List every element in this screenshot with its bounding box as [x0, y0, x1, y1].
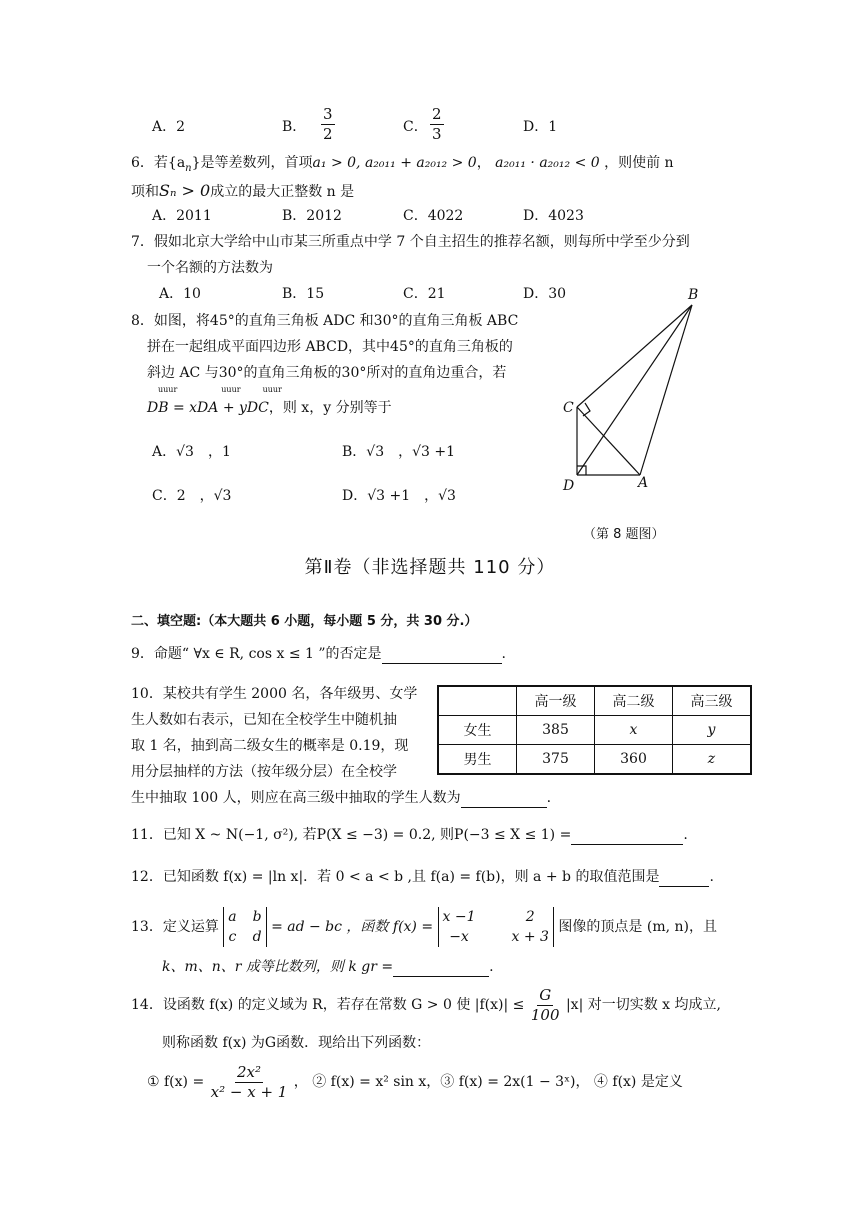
- q8-option-b: B．√3 ，√3 +1: [342, 444, 456, 460]
- q8-equation: DB = xDA + yDC，则 x，y 分别等于: [147, 400, 392, 416]
- q5-option-c-fraction: $\frac{2}{3}$: [432, 105, 442, 143]
- q11-line: 11．已知 X ~ N(−1, σ²), 若P(X ≤ −3) = 0.2, 则P(−3 ≤ X ≤ 1) = .: [131, 827, 688, 843]
- q6-option-d: D．4023: [523, 208, 584, 224]
- q12-line: 12．已知函数 f(x) = |ln x|．若 0 < a < b ,且 f(a) = f(b)，则 a + b 的取值范围是 .: [131, 869, 714, 885]
- table-cell: y: [673, 716, 752, 745]
- q7-line2: 一个名额的方法数为: [147, 260, 273, 276]
- label-d: D: [563, 478, 575, 494]
- q8-line1: 8．如图，将45°的直角三角板 ADC 和30°的直角三角板 ABC: [131, 313, 519, 329]
- q10-line3: 取 1 名，抽到高二级女生的概率是 0.19，现: [131, 738, 409, 754]
- table-row: [438, 745, 751, 775]
- table-cell: z: [673, 745, 752, 775]
- q7-option-c: C．21: [403, 286, 446, 302]
- q5-option-b: B．: [282, 119, 307, 135]
- table-header-cell: 高三级: [673, 686, 752, 716]
- q6-option-a: A．2011: [152, 208, 212, 224]
- q7-option-b: B．15: [282, 286, 325, 302]
- figure-caption: （第 8 题图）: [583, 527, 665, 542]
- table-row: [438, 686, 751, 716]
- q5-option-a: A．2: [152, 119, 186, 135]
- q14-line1: 14．设函数 f(x) 的定义域为 R，若存在常数 G > 0 使 |f(x)| ≤ $\frac{G}{100}$ |x| 对一切实数 x 均成立,: [131, 985, 721, 1024]
- q5-option-c: C．: [403, 119, 428, 135]
- table-cell: 男生: [438, 745, 517, 775]
- table-cell: 385: [517, 716, 595, 745]
- determinant-function: x −1 2 −x x + 3: [438, 907, 554, 947]
- q8-vector-marks: uuur uuur uuur: [158, 385, 282, 394]
- section-header: 二、填空题:（本大题共 6 小题，每小题 5 分，共 30 分.）: [131, 614, 478, 629]
- q5-option-b-fraction: $\frac{3}{2}$: [323, 105, 333, 143]
- q13-answer-blank[interactable]: [393, 960, 489, 977]
- diagonal-db: [577, 305, 692, 475]
- q10-answer-blank[interactable]: [461, 791, 547, 808]
- q13-line1: 13．定义运算 a b c d = ad − bc ，函数 f(x) = x −1 2 −x x + 3 图像的顶点是 (m, n)，且: [131, 909, 717, 945]
- edge-cb: [577, 305, 692, 407]
- q8-option-a: A．√3 ，1: [152, 444, 231, 460]
- q10-line5: 生中抽取 100 人，则应在高三级中抽取的学生人数为 .: [131, 790, 552, 806]
- determinant-definition: a b c d: [223, 907, 266, 947]
- grade-table: [437, 685, 752, 775]
- table-header-cell: [438, 686, 517, 716]
- table-row: [438, 716, 751, 745]
- table-cell: 360: [595, 745, 673, 775]
- section-title: 第Ⅱ卷（非选择题共 110 分）: [304, 557, 556, 578]
- q10-line4: 用分层抽样的方法（按年级分层）在全校学: [131, 764, 397, 780]
- q8-option-d: D．√3 +1 ，√3: [342, 488, 456, 504]
- q7-option-a: A．10: [159, 286, 201, 302]
- table-header-cell: 高一级: [517, 686, 595, 716]
- q8-option-c: C．2 ，√3: [152, 488, 232, 504]
- label-b: B: [688, 287, 699, 303]
- q14-line2: 则称函数 f(x) 为G函数．现给出下列函数：: [162, 1035, 431, 1051]
- table-cell: 375: [517, 745, 595, 775]
- q8-line3: 斜边 AC 与30°的直角三角板的30°所对的直角边重合，若: [147, 365, 507, 381]
- q14-line3: ① f(x) = $\frac{\text{2x²}}{\text{x² − x + 1}}$ ， ② f(x) = x² sin x，③ f(x) = 2x(1 − 3ˣ)， ④ f(x) 是定义: [147, 1062, 683, 1101]
- q11-answer-blank[interactable]: [571, 828, 683, 845]
- table-cell: x: [595, 716, 673, 745]
- diagonal-ca: [577, 407, 640, 475]
- q9-line: 9．命题“ ∀x ∈ R, cos x ≤ 1 ”的否定是 .: [131, 646, 506, 662]
- edge-ba: [640, 305, 692, 475]
- q10-line2: 生人数如右表示，已知在全校学生中随机抽: [131, 712, 397, 728]
- q12-answer-blank[interactable]: [659, 870, 709, 887]
- q9-answer-blank[interactable]: [382, 647, 502, 664]
- q8-line2: 拼在一起组成平面四边形 ABCD，其中45°的直角三角板的: [147, 339, 513, 355]
- q10-line1: 10．某校共有学生 2000 名，各年级男、女学: [131, 686, 418, 702]
- table-cell: 女生: [438, 716, 517, 745]
- label-c: C: [563, 400, 574, 416]
- q6-option-c: C．4022: [403, 208, 464, 224]
- q8-quadrilateral-figure: [555, 282, 725, 497]
- q6-option-b: B．2012: [282, 208, 342, 224]
- table-header-cell: 高二级: [595, 686, 673, 716]
- label-a: A: [638, 475, 649, 491]
- q5-option-d: D．1: [523, 119, 558, 135]
- q6-line1: 6．若$\{a_n\}$是等差数列，首项a₁ > 0, a₂₀₁₁ + a₂₀₁₂ > 0， a₂₀₁₁ · a₂₀₁₂ < 0 ，则使前 n: [131, 155, 674, 174]
- q13-line2: k、m、n、r 成等比数列，则 k gr = .: [162, 959, 494, 975]
- q7-line1: 7．假如北京大学给中山市某三所重点中学 7 个自主招生的推荐名额，则每所中学至少分到: [131, 234, 690, 250]
- q6-line2: 项和Sₙ > 0成立的最大正整数 n 是: [131, 181, 355, 200]
- q7-option-d: D．30: [523, 286, 567, 302]
